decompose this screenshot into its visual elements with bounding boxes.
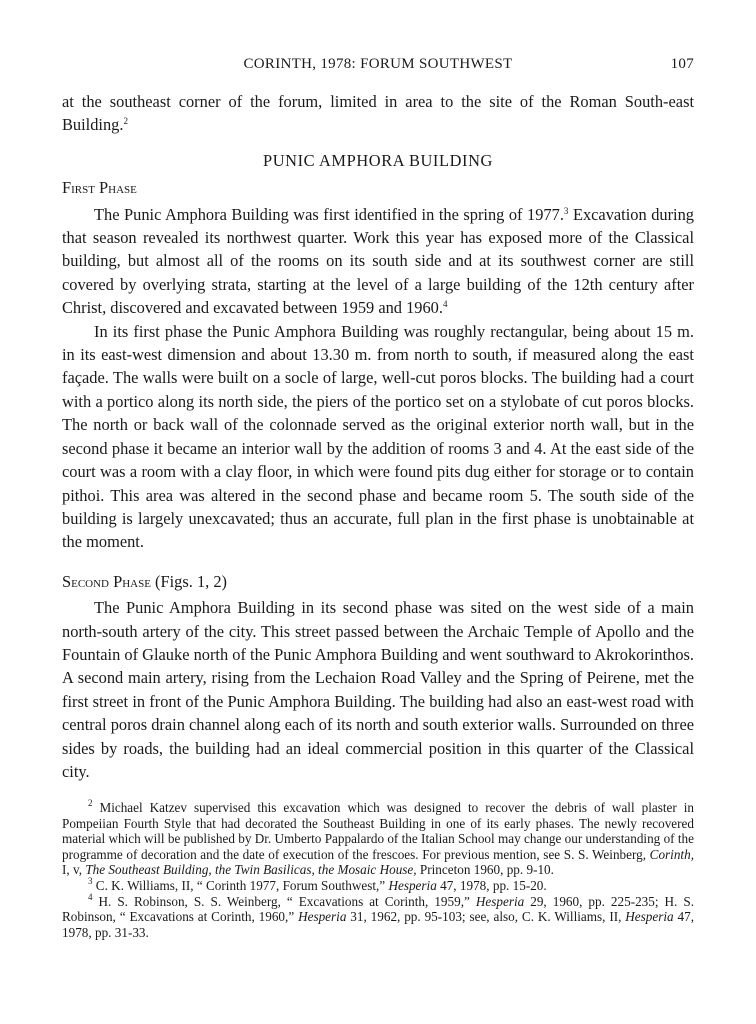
running-title: CORINTH, 1978: FORUM SOUTHWEST [243, 56, 513, 72]
figure-reference[interactable]: (Figs. 1, 2) [150, 571, 227, 591]
footnote-text: Princeton 1960, pp. 9-10. [416, 862, 554, 878]
first-phase-paragraph-2: In its first phase the Punic Amphora Building was roughly rectangular, being about 15 m. in its east-west dimension and about 13.30 m. from north to south, if measured along the east façade. The walls were built on a socle of large, well-cut poros blocks. The building had a court with a portico along its north side, the piers of the portico set on a stylobate of cut poros blocks. The north or back wall of the colonnade served as the original exterior north wall, but in the second phase it became an interior wall by the addition of rooms 3 and 4. At the east side of the court was a room with a clay floor, in which were found pits dug either for storage or to contain pithoi. This area was altered in the second phase and became room 5. The south side of the building is largely unexcavated; thus an accurate, full plan in the first phase is unobtainable at the moment. [62, 321, 694, 552]
footnote-text: H. S. Robinson, S. S. Weinberg, “ Excavations at Corinth, 1959,” [92, 893, 476, 909]
first-phase-heading: First Phase [62, 178, 137, 198]
footnote-text: 31, 1962, pp. 95-103; see, also, C. K. Williams, II, [346, 909, 626, 925]
footnote-ref-4[interactable]: 4 [442, 299, 448, 310]
journal-title: Hesperia [388, 877, 437, 893]
second-phase-paragraph-1: The Punic Amphora Building in its second phase was sited on the west side of a main north-south artery of the city. This street passed between the Archaic Temple of Apollo and the Fountain of Glauke north of the Punic Amphora Building and went southward to Akrokorinthos. A second main artery, rising from the Lechaion Road Valley and the Spring of Peirene, met the first street in front of the Punic Amphora Building. The building had also an east-west road with central poros drain channel along each of its north and south exterior walls. Surrounded on three sides by roads, the building had an ideal commercial position in this quarter of the Classical city. [62, 598, 694, 781]
footnote-text: 29, 1960, pp. 225-235; H. S. Robinson, “ Excavations at Corinth, 1960,” [62, 893, 694, 925]
second-phase-heading-row [62, 570, 694, 593]
section-title: PUNIC AMPHORA BUILDING [263, 150, 493, 170]
footnote-2 [62, 800, 694, 878]
footnote-3 [62, 875, 694, 894]
footnote-mark: 2 [88, 798, 93, 808]
journal-title: Hesperia [298, 909, 347, 925]
footnote-ref-2[interactable]: 2 [123, 116, 128, 127]
footnote-text: C. K. Williams, II, “ Corinth 1977, Forum Southwest,” [92, 877, 389, 893]
citation-title: Corinth, [649, 846, 694, 862]
intro-paragraph [62, 90, 694, 137]
second-phase-heading: Second Phase [62, 571, 151, 591]
footnote-4 [62, 891, 695, 941]
paragraph-text: The Punic Amphora Building was first identified in the spring of 1977. [94, 204, 564, 224]
footnote-text: 47, 1978, pp. 15-20. [436, 877, 547, 893]
citation-title: The Southeast Building, the Twin Basilicas, the Mosaic House, [85, 862, 417, 878]
first-phase-paragraph-1 [62, 203, 694, 320]
footnote-mark: 4 [88, 891, 93, 902]
footnote-mark: 3 [88, 875, 93, 886]
running-header [62, 56, 694, 78]
footnote-text: Michael Katzev supervised this excavation which was designed to recover the debris of wall plaster in Pompeiian Fourth Style that had decorated the Southeast Building in one of its early phases. The newly recovered material which will be published by Dr. Umberto Pappalardo of the Italian School may change our understanding of the programme of decoration and the date of execution of the frescoes. For previous mention, see S. S. Weinberg, [62, 800, 694, 862]
footnote-ref-3[interactable]: 3 [563, 205, 569, 216]
journal-title: Hesperia [625, 909, 674, 925]
paragraph-text: Excavation during that season revealed its northwest quarter. Work this year has exposed more of the Classical building, but almost all of the rooms on its south side and at its southwest corner are still covered by overlying strata, starting at the level of a large building of the 12th century after Christ, discovered and excavated between 1959 and 1960. [62, 204, 694, 318]
main-text [62, 90, 694, 783]
journal-title: Hesperia [475, 893, 525, 909]
intro-text: at the southeast corner of the forum, limited in area to the site of the Roman South-east Building. [62, 92, 694, 135]
footnotes [62, 800, 694, 940]
page-number: 107 [670, 56, 694, 72]
footnote-text: 47, 1978, pp. 31-33. [62, 909, 695, 940]
footnote-text: I, v, [62, 862, 86, 878]
